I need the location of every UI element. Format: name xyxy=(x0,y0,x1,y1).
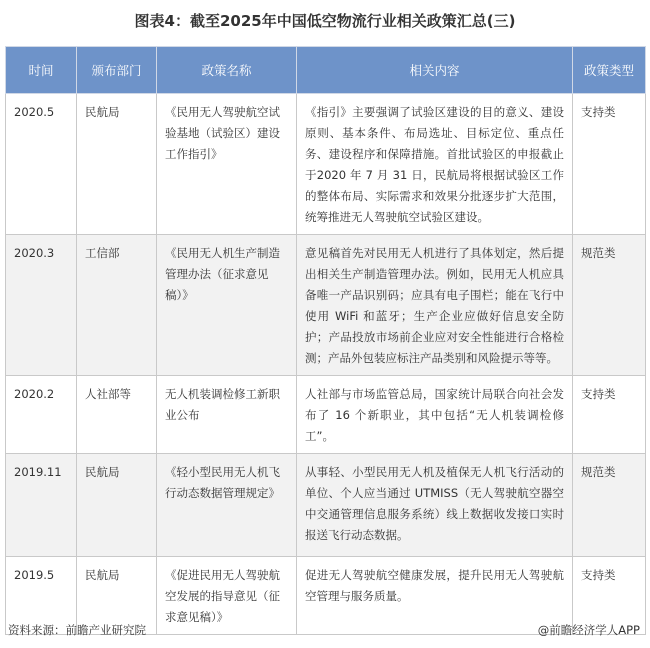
table-row xyxy=(6,454,646,557)
row-dept: 人社部等 xyxy=(77,376,157,454)
source-note: 资料来源：前瞻产业研究院 xyxy=(8,623,146,637)
table-header-row xyxy=(6,47,646,94)
row-policy-name: 《促进民用无人驾驶航空发展的指导意见（征求意见稿）》 xyxy=(157,557,297,635)
header-policy-type: 政策类型 xyxy=(573,47,646,94)
row-content: 从事轻、小型民用无人机及植保无人机飞行活动的单位、个人应当通过 UTMISS（无人驾驶航空器空中交通管理信息服务系统）线上数据收发接口实时报送飞行动态数据。 xyxy=(297,454,573,557)
row-policy-type: 规范类 xyxy=(573,235,646,376)
row-policy-type: 支持类 xyxy=(573,376,646,454)
row-dept: 民航局 xyxy=(77,94,157,235)
row-date: 2020.5 xyxy=(6,94,77,235)
header-date: 时间 xyxy=(6,47,77,94)
page-title: 图表4：截至2025年中国低空物流行业相关政策汇总(三) xyxy=(134,12,516,30)
row-date: 2019.11 xyxy=(6,454,77,557)
header-content: 相关内容 xyxy=(297,47,573,94)
row-policy-name: 《轻小型民用无人机飞行动态数据管理规定》 xyxy=(157,454,297,557)
header-policy-name: 政策名称 xyxy=(157,47,297,94)
row-policy-type: 支持类 xyxy=(573,557,646,635)
row-date: 2020.3 xyxy=(6,235,77,376)
row-dept: 民航局 xyxy=(77,557,157,635)
row-policy-name: 《民用无人机生产制造管理办法（征求意见稿）》 xyxy=(157,235,297,376)
table-row xyxy=(6,376,646,454)
policy-table xyxy=(5,46,646,635)
row-dept: 工信部 xyxy=(77,235,157,376)
row-date: 2020.2 xyxy=(6,376,77,454)
row-content: 《指引》主要强调了试验区建设的目的意义、建设原则、基本条件、布局选址、目标定位、重点任务、建设程序和保障措施。首批试验区的申报截止于2020 年 7 月 31 日，民航局将根据试验区工作的整体布局、实际需求和效果分批逐步扩大范围，统筹推进无人驾驶航空试验区建设。 xyxy=(297,94,573,235)
row-content: 意见稿首先对民用无人机进行了具体划定，然后提出相关生产制造管理办法。例如，民用无人机应具备唯一产品识别码；应具有电子围栏；能在飞行中使用 WiFi 和蓝牙；生产企业应做好信息安全防护；产品投放市场前企业应对安全性能进行合格检测；产品外包装应标注产品类别和风险提示等等。 xyxy=(297,235,573,376)
row-content: 促进无人驾驶航空健康发展，提升民用无人驾驶航空管理与服务质量。 xyxy=(297,557,573,635)
row-policy-type: 规范类 xyxy=(573,454,646,557)
row-dept: 民航局 xyxy=(77,454,157,557)
table-row xyxy=(6,94,646,235)
row-policy-name: 无人机装调检修工新职业公布 xyxy=(157,376,297,454)
header-dept: 颁布部门 xyxy=(77,47,157,94)
credit-note: @前瞻经济学人APP xyxy=(537,623,640,637)
row-date: 2019.5 xyxy=(6,557,77,635)
row-policy-type: 支持类 xyxy=(573,94,646,235)
table-row xyxy=(6,235,646,376)
row-policy-name: 《民用无人驾驶航空试验基地（试验区）建设工作指引》 xyxy=(157,94,297,235)
row-content: 人社部与市场监管总局，国家统计局联合向社会发布了 16 个新职业，其中包括“无人机装调检修工”。 xyxy=(297,376,573,454)
